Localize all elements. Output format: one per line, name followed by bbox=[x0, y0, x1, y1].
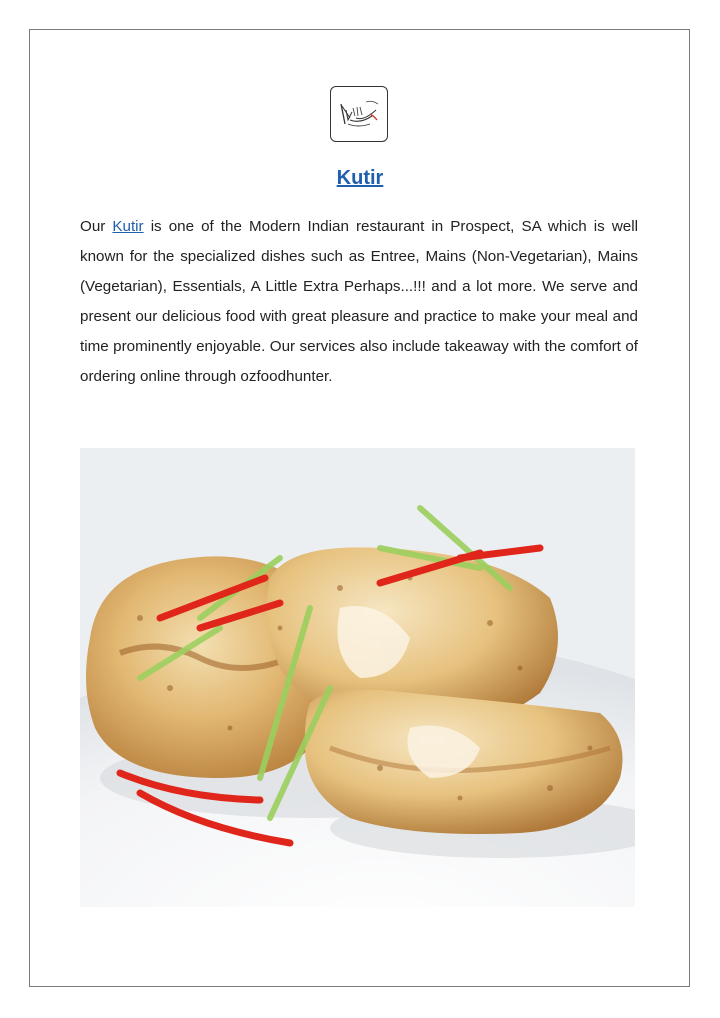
intro-paragraph bbox=[80, 212, 638, 392]
page-title[interactable]: Kutir bbox=[336, 167, 384, 189]
crab-cakes-image bbox=[80, 448, 635, 907]
food-photo bbox=[80, 448, 635, 907]
intro-prefix: Our bbox=[80, 218, 106, 235]
kutir-link[interactable]: Kutir bbox=[112, 218, 144, 235]
restaurant-logo[interactable] bbox=[330, 86, 388, 142]
logo-mark-icon bbox=[336, 94, 382, 134]
intro-body: is one of the Modern Indian restaurant in Prospect, SA which is well known for the specialized dishes such as Entree, Mains (Non-Vegetarian), Mains (Vegetarian), Essentials, A Little Extra Perhaps...!!! and a lot more. We serve and present our delicious food with great pleasure and practice to make your meal and time prominently enjoyable. Our services also include takeaway with the comfort of ordering online through ozfoodhunter. bbox=[80, 218, 638, 385]
